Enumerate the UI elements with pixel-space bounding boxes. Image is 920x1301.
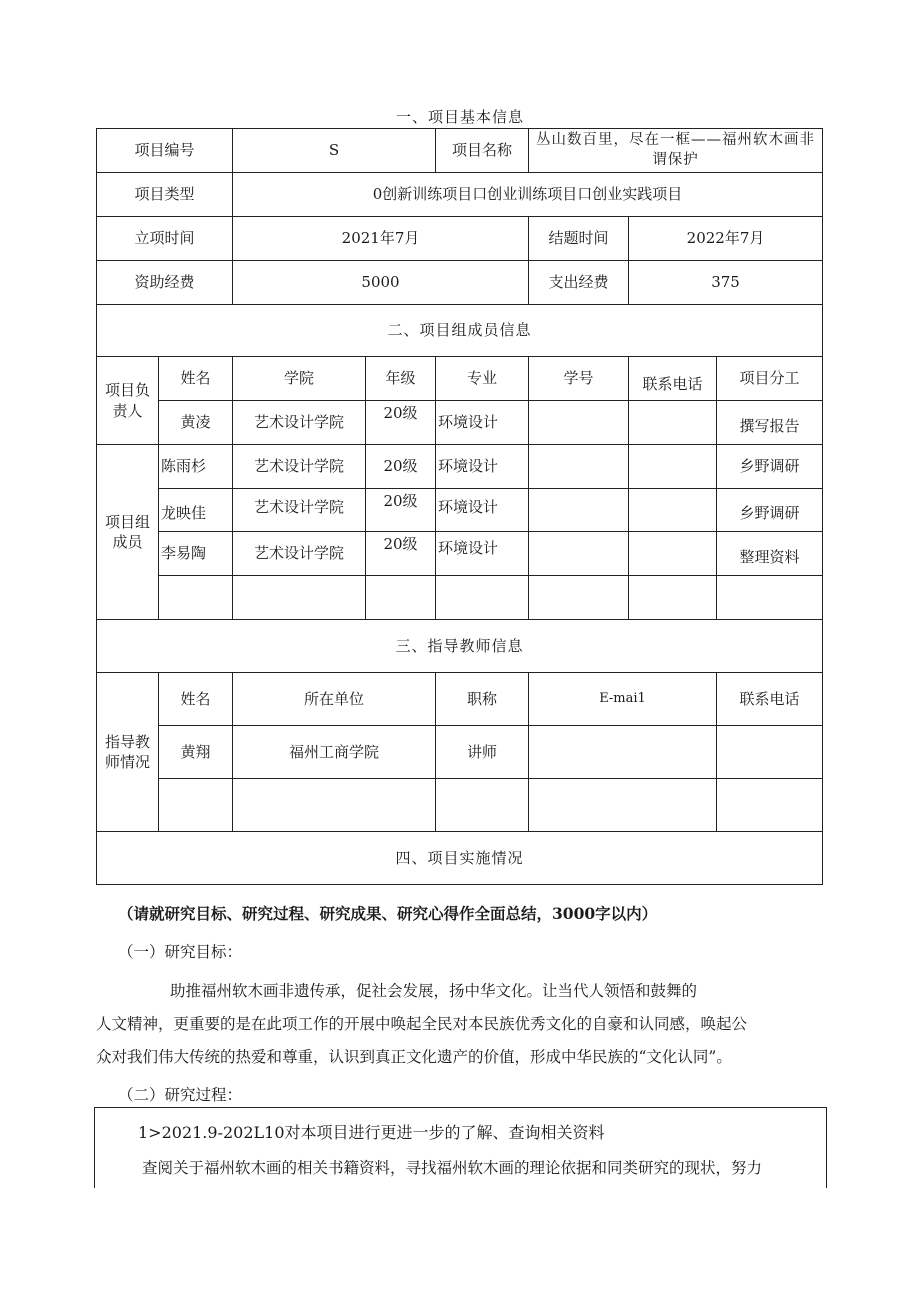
leader-phone [629, 401, 717, 445]
leader-name: 黄凌 [159, 401, 233, 445]
member-role: 整理资料 [717, 532, 823, 576]
member-major: 环境设计 [436, 445, 529, 489]
member-name: 李易陶 [159, 532, 233, 576]
teacher-phone [717, 726, 823, 779]
teacher-label: 指导教师情况 [97, 673, 159, 832]
members-header-phone: 联系电话 [629, 357, 717, 401]
leader-id [529, 401, 629, 445]
code-value: S [233, 129, 436, 173]
section3-title: 三、指导教师信息 [97, 620, 823, 673]
goal-paragraph-line3: 众对我们伟大传统的热爱和尊重，认识到真正文化遗产的价值，形成中华民族的“文化认同”。 [96, 1048, 732, 1066]
teacher-email [529, 726, 717, 779]
spend-value: 375 [629, 261, 823, 305]
table-row [97, 489, 823, 532]
table-row [97, 726, 823, 779]
process-heading: （二）研究过程： [118, 1086, 243, 1104]
member-id [529, 532, 629, 576]
member-college: 艺术设计学院 [233, 445, 366, 489]
member-college: 艺术设计学院 [233, 532, 366, 576]
table-row [97, 401, 823, 445]
leader-role: 撰写报告 [717, 401, 823, 445]
member-grade: 20级 [366, 532, 436, 576]
member-phone [629, 532, 717, 576]
table-row [97, 532, 823, 576]
spend-label: 支出经费 [529, 261, 629, 305]
teacher-name: 黄翔 [159, 726, 233, 779]
goal-paragraph-line2: 人文精神，更重要的是在此项工作的开展中唤起全民对本民族优秀文化的自豪和认同感，唤起公 [96, 1015, 748, 1033]
start-value: 2021年7月 [233, 217, 529, 261]
member-grade: 20级 [366, 445, 436, 489]
start-label: 立项时间 [97, 217, 233, 261]
members-header-major: 专业 [436, 357, 529, 401]
members-header-id: 学号 [529, 357, 629, 401]
teacher-header-phone: 联系电话 [717, 673, 823, 726]
teacher-header-title: 职称 [436, 673, 529, 726]
end-label: 结题时间 [529, 217, 629, 261]
process-paragraph-line1: 查阅关于福州软木画的相关书籍资料，寻找福州软木画的理论依据和同类研究的现状，努力 [142, 1159, 763, 1177]
member-name: 陈雨杉 [159, 445, 233, 489]
member-major: 环境设计 [436, 489, 529, 532]
member-id [529, 445, 629, 489]
teacher-header-email: E-mai1 [529, 673, 717, 726]
members-header-role: 项目分工 [717, 357, 823, 401]
process-item-1: 1>2021.9-202L10对本项目进行更进一步的了解、查询相关资料 [138, 1123, 605, 1142]
leader-grade: 20级 [366, 401, 436, 445]
member-college: 艺术设计学院 [233, 489, 366, 532]
section2-title: 二、项目组成员信息 [97, 305, 823, 357]
members-header-name: 姓名 [159, 357, 233, 401]
leader-label: 项目负责人 [97, 357, 159, 445]
section1-title: 一、项目基本信息 [395, 108, 524, 126]
member-major: 环境设计 [436, 532, 529, 576]
fund-value: 5000 [233, 261, 529, 305]
member-phone [629, 489, 717, 532]
teacher-header-name: 姓名 [159, 673, 233, 726]
member-id [529, 489, 629, 532]
teacher-unit: 福州工商学院 [233, 726, 436, 779]
members-header-grade: 年级 [366, 357, 436, 401]
type-label: 项目类型 [97, 173, 233, 217]
members-label: 项目组成员 [97, 445, 159, 620]
fund-label: 资助经费 [97, 261, 233, 305]
section4-title: 四、项目实施情况 [97, 832, 823, 885]
goal-paragraph-line1: 助推福州软木画非遗传承，促社会发展，扬中华文化。让当代人领悟和鼓舞的 [170, 982, 698, 1000]
member-grade: 20级 [366, 489, 436, 532]
member-phone [629, 445, 717, 489]
leader-major: 环境设计 [436, 401, 529, 445]
end-value: 2022年7月 [629, 217, 823, 261]
member-name: 龙映佳 [159, 489, 233, 532]
name-value: 丛山数百里，尽在一框——福州软木画非谓保护 [529, 129, 823, 173]
instruction-text: （请就研究目标、研究过程、研究成果、研究心得作全面总结，3000字以内） [118, 904, 658, 923]
table-row [97, 445, 823, 489]
code-label: 项目编号 [97, 129, 233, 173]
teacher-title: 讲师 [436, 726, 529, 779]
member-role: 乡野调研 [717, 489, 823, 532]
members-header-college: 学院 [233, 357, 366, 401]
goal-heading: （一）研究目标： [118, 943, 243, 961]
member-role: 乡野调研 [717, 445, 823, 489]
teacher-header-unit: 所在单位 [233, 673, 436, 726]
table-row [97, 576, 823, 620]
type-value: 0创新训练项目口创业训练项目口创业实践项目 [233, 173, 823, 217]
name-label: 项目名称 [436, 129, 529, 173]
leader-college: 艺术设计学院 [233, 401, 366, 445]
table-row [97, 779, 823, 832]
project-info-table [96, 128, 823, 885]
